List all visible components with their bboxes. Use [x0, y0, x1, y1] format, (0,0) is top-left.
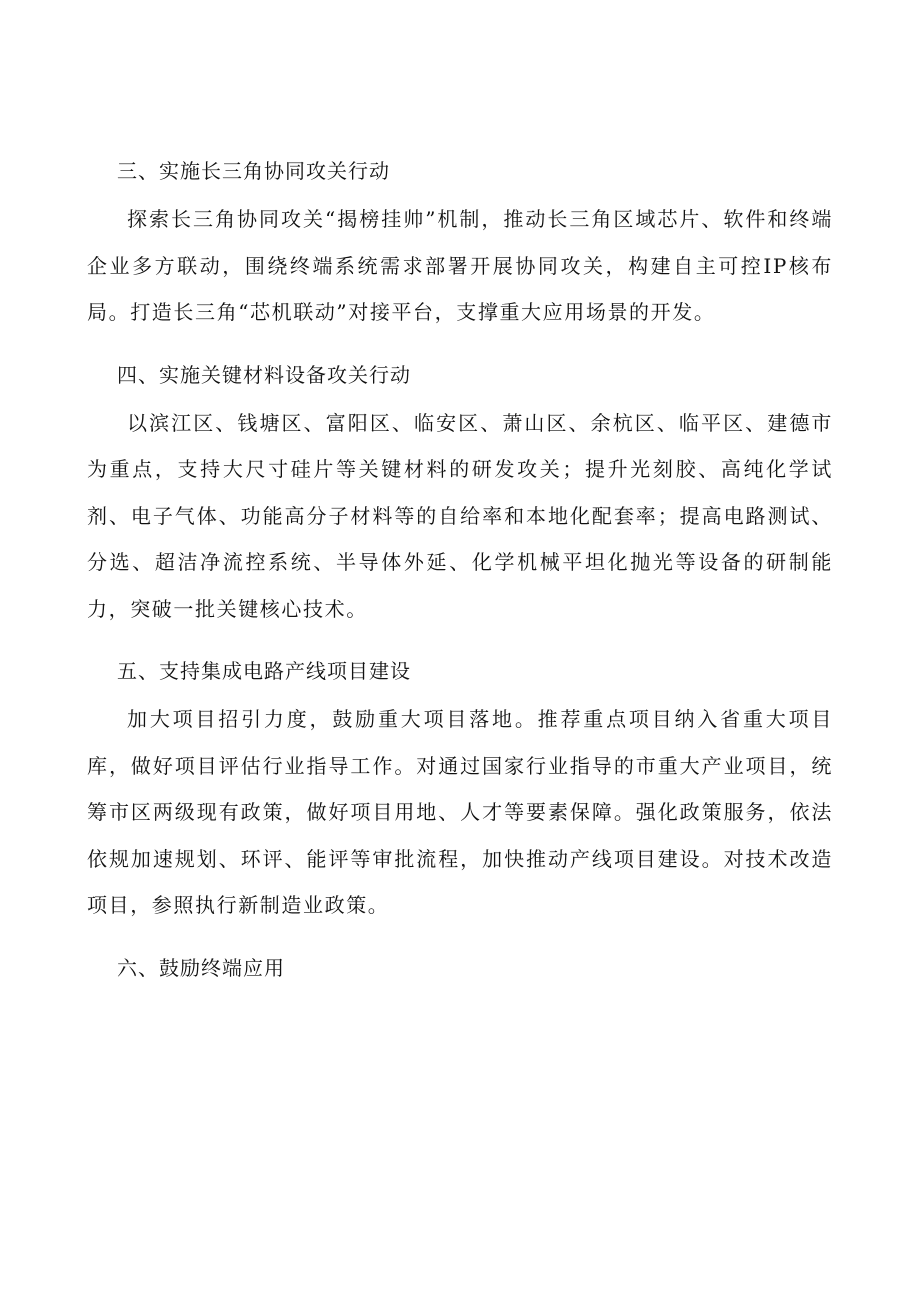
section-3	[87, 146, 833, 336]
document-body	[87, 146, 833, 993]
section-paragraph: 加大项目招引力度，鼓励重大项目落地。推荐重点项目纳入省重大项目库，做好项目评估行业指导工作。对通过国家行业指导的市重大产业项目，统筹市区两级现有政策，做好项目用地、人才等要素保障。强化政策服务，依法依规加速规划、环评、能评等审批流程，加快推动产线项目建设。对技术改造项目，参照执行新制造业政策。	[87, 707, 833, 917]
section-4	[87, 350, 833, 633]
section-heading: 三、实施长三角协同攻关行动	[117, 159, 390, 183]
section-6	[87, 943, 833, 993]
section-heading: 五、支持集成电路产线项目建设	[117, 659, 411, 683]
section-heading: 四、实施关键材料设备攻关行动	[117, 362, 411, 387]
section-paragraph: 探索长三角协同攻关“揭榜挂帅”机制，推动长三角区域芯片、软件和终端企业多方联动，围绕终端系统需求部署开展协同攻关，构建自主可控IP核布局。打造长三角“芯机联动”对接平台，支撑重大应用场景的开发。	[87, 207, 833, 324]
section-5	[87, 646, 833, 929]
section-heading: 六、鼓励终端应用	[117, 955, 285, 980]
section-paragraph: 以滨江区、钱塘区、富阳区、临安区、萧山区、余杭区、临平区、建德市为重点，支持大尺寸硅片等关键材料的研发攻关；提升光刻胶、高纯化学试剂、电子气体、功能高分子材料等的自给率和本地化配套率；提高电路测试、分选、超洁净流控系统、半导体外延、化学机械平坦化抛光等设备的研制能力，突破一批关键核心技术。	[87, 410, 833, 621]
